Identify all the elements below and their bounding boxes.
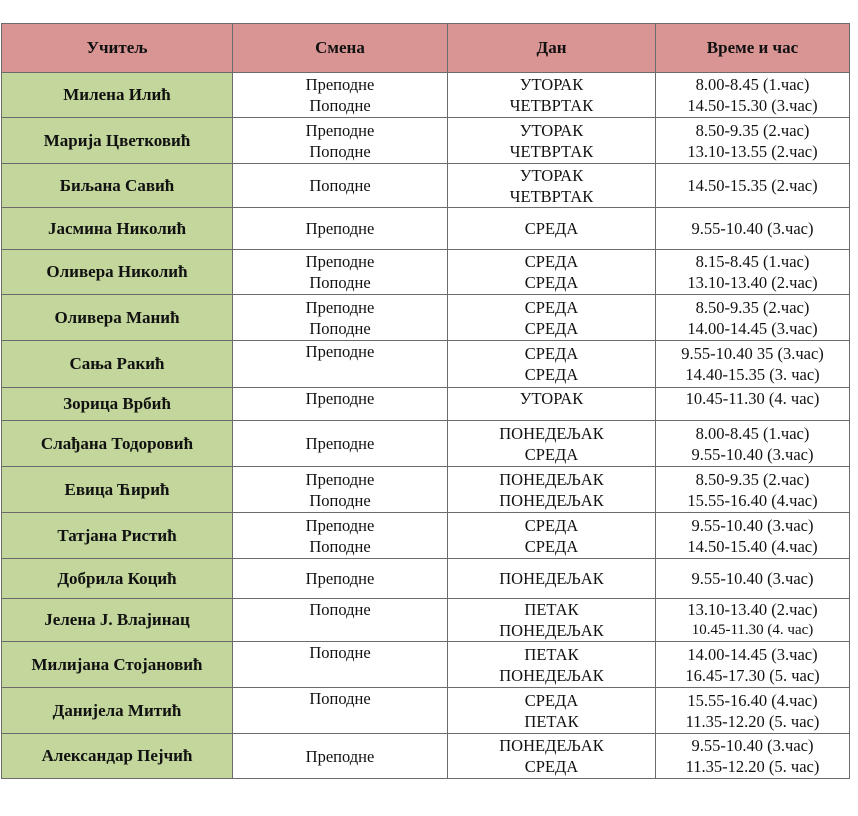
day-line: УТОРАК	[519, 389, 584, 408]
shift-cell	[233, 513, 448, 559]
time-line: 10.45-11.30 (4. час)	[691, 622, 814, 638]
day-line: УТОРАК	[519, 165, 584, 185]
shift-line: Поподне	[309, 141, 371, 161]
shift-line: Поподне	[309, 689, 371, 708]
time-line: 8.00-8.45 (1.час)	[695, 75, 810, 94]
day-line: ПЕТАК	[524, 711, 579, 731]
time-line: 9.55-10.40 (3.час)	[691, 736, 814, 755]
time-line: 14.00-14.45 (3.час)	[687, 644, 818, 664]
table-row	[2, 734, 850, 779]
day-line: ПОНЕДЕЉАК	[499, 423, 604, 443]
table-row	[2, 118, 850, 164]
shift-cell	[233, 688, 448, 734]
header-time: Време и час	[656, 24, 850, 73]
day-line: УТОРАК	[519, 75, 584, 94]
shift-cell	[233, 341, 448, 388]
day-line: СРЕДА	[524, 252, 579, 271]
time-cell	[656, 467, 850, 513]
table-row	[2, 642, 850, 688]
shift-cell	[233, 642, 448, 688]
time-line: 10.45-11.30 (4. час)	[685, 389, 820, 408]
header-row	[2, 24, 850, 73]
shift-line: Преподне	[305, 515, 375, 535]
time-line: 13.10-13.40 (2.час)	[687, 273, 818, 292]
day-line: ПЕТАК	[524, 644, 579, 664]
day-line: СРЕДА	[524, 757, 579, 776]
teacher-name-cell: Александар Пејчић	[2, 734, 233, 779]
table-row	[2, 513, 850, 559]
shift-line: Преподне	[305, 297, 375, 317]
shift-line: Преподне	[305, 389, 375, 408]
table-row	[2, 467, 850, 513]
day-line: ПОНЕДЕЉАК	[499, 569, 604, 588]
day-line: ПОНЕДЕЉАК	[499, 665, 604, 685]
teacher-name-cell: Оливера Николић	[2, 250, 233, 295]
day-cell	[448, 295, 656, 341]
shift-cell	[233, 118, 448, 164]
shift-cell	[233, 599, 448, 642]
time-cell	[656, 642, 850, 688]
shift-line: Поподне	[309, 490, 371, 510]
table-row	[2, 208, 850, 250]
day-line: ЧЕТВРТАК	[509, 96, 594, 115]
shift-line: Поподне	[309, 536, 371, 556]
shift-line: Преподне	[305, 252, 375, 271]
shift-cell	[233, 388, 448, 421]
day-line: ПОНЕДЕЉАК	[499, 621, 604, 640]
shift-cell	[233, 467, 448, 513]
day-cell	[448, 208, 656, 250]
shift-line: Преподне	[305, 342, 375, 361]
shift-line: Поподне	[309, 176, 371, 195]
time-cell	[656, 208, 850, 250]
time-line: 14.50-15.35 (2.час)	[687, 176, 818, 195]
time-line: 8.50-9.35 (2.час)	[695, 469, 810, 489]
shift-line: Поподне	[309, 600, 371, 619]
day-line: СРЕДА	[524, 273, 579, 292]
shift-line: Преподне	[305, 746, 375, 766]
time-line: 16.45-17.30 (5. час)	[685, 665, 820, 685]
time-line: 13.10-13.55 (2.час)	[687, 141, 818, 161]
day-line: СРЕДА	[524, 444, 579, 464]
header-day: Дан	[448, 24, 656, 73]
day-line: СРЕДА	[524, 365, 579, 384]
shift-line: Преподне	[305, 569, 375, 588]
shift-cell	[233, 208, 448, 250]
teacher-name-cell: Марија Цветковић	[2, 118, 233, 164]
header-teacher: Учитељ	[2, 24, 233, 73]
teacher-name-cell: Зорица Врбић	[2, 388, 233, 421]
day-cell	[448, 513, 656, 559]
shift-cell	[233, 295, 448, 341]
table-row	[2, 421, 850, 467]
day-line: ПЕТАК	[524, 600, 579, 619]
time-cell	[656, 250, 850, 295]
shift-cell	[233, 164, 448, 208]
time-cell	[656, 599, 850, 642]
time-line: 8.50-9.35 (2.час)	[695, 120, 810, 140]
teacher-name-cell: Биљана Савић	[2, 164, 233, 208]
shift-line: Поподне	[309, 643, 371, 662]
day-line: СРЕДА	[524, 690, 579, 710]
teacher-name-cell: Добрила Коцић	[2, 559, 233, 599]
day-line: ЧЕТВРТАК	[509, 186, 594, 206]
time-cell	[656, 688, 850, 734]
day-line: СРЕДА	[524, 536, 579, 556]
day-line: ПОНЕДЕЉАК	[499, 736, 604, 755]
day-cell	[448, 388, 656, 421]
time-line: 15.55-16.40 (4.час)	[687, 490, 818, 510]
table-row	[2, 250, 850, 295]
header-shift: Смена	[233, 24, 448, 73]
shift-cell	[233, 250, 448, 295]
table-row	[2, 599, 850, 642]
day-cell	[448, 250, 656, 295]
time-cell	[656, 164, 850, 208]
shift-cell	[233, 559, 448, 599]
schedule-body	[2, 73, 850, 779]
shift-line: Преподне	[305, 434, 375, 453]
teacher-name-cell: Евица Ћирић	[2, 467, 233, 513]
time-cell	[656, 295, 850, 341]
time-line: 8.15-8.45 (1.час)	[695, 252, 810, 271]
shift-line: Поподне	[309, 273, 371, 292]
day-line: СРЕДА	[524, 297, 579, 317]
day-cell	[448, 118, 656, 164]
day-cell	[448, 73, 656, 118]
teacher-name-cell: Јелена Ј. Влајинац	[2, 599, 233, 642]
time-line: 8.00-8.45 (1.час)	[695, 423, 810, 443]
time-cell	[656, 513, 850, 559]
table-row	[2, 341, 850, 388]
table-row	[2, 295, 850, 341]
teacher-name-cell: Оливера Манић	[2, 295, 233, 341]
day-cell	[448, 341, 656, 388]
time-line: 9.55-10.40 (3.час)	[691, 219, 814, 238]
table-row	[2, 388, 850, 421]
teacher-name-cell: Сања Ракић	[2, 341, 233, 388]
time-line: 11.35-12.20 (5. час)	[685, 711, 820, 731]
time-cell	[656, 559, 850, 599]
time-line: 9.55-10.40 (3.час)	[691, 515, 814, 535]
time-line: 13.10-13.40 (2.час)	[687, 600, 818, 619]
day-line: ЧЕТВРТАК	[509, 141, 594, 161]
day-line: СРЕДА	[524, 515, 579, 535]
teacher-name-cell: Татјана Ристић	[2, 513, 233, 559]
day-cell	[448, 559, 656, 599]
day-line: ПОНЕДЕЉАК	[499, 490, 604, 510]
time-line: 11.35-12.20 (5. час)	[685, 757, 820, 776]
time-line: 9.55-10.40 (3.час)	[691, 569, 814, 588]
day-line: УТОРАК	[519, 120, 584, 140]
shift-line: Преподне	[305, 219, 375, 238]
shift-line: Поподне	[309, 318, 371, 338]
day-line: СРЕДА	[524, 344, 579, 363]
time-line: 9.55-10.40 35 (3.час)	[681, 344, 824, 363]
day-cell	[448, 642, 656, 688]
table-row	[2, 73, 850, 118]
teacher-name-cell: Слађана Тодоровић	[2, 421, 233, 467]
table-row	[2, 688, 850, 734]
time-line: 14.50-15.30 (3.час)	[687, 96, 818, 115]
shift-cell	[233, 421, 448, 467]
schedule-table	[1, 23, 850, 779]
teacher-name-cell: Милена Илић	[2, 73, 233, 118]
shift-cell	[233, 734, 448, 779]
time-line: 8.50-9.35 (2.час)	[695, 297, 810, 317]
time-line: 14.00-14.45 (3.час)	[687, 318, 818, 338]
day-cell	[448, 688, 656, 734]
day-cell	[448, 734, 656, 779]
day-line: СРЕДА	[524, 318, 579, 338]
day-line: ПОНЕДЕЉАК	[499, 469, 604, 489]
table-row	[2, 559, 850, 599]
time-line: 15.55-16.40 (4.час)	[687, 690, 818, 710]
teacher-name-cell: Милијана Стојановић	[2, 642, 233, 688]
time-cell	[656, 421, 850, 467]
shift-cell	[233, 73, 448, 118]
time-cell	[656, 388, 850, 421]
time-cell	[656, 118, 850, 164]
day-cell	[448, 467, 656, 513]
table-row	[2, 164, 850, 208]
day-cell	[448, 421, 656, 467]
time-line: 14.40-15.35 (3. час)	[685, 365, 820, 384]
shift-line: Преподне	[305, 75, 375, 94]
shift-line: Преподне	[305, 120, 375, 140]
time-line: 14.50-15.40 (4.час)	[687, 536, 818, 556]
shift-line: Преподне	[305, 469, 375, 489]
day-line: СРЕДА	[524, 219, 579, 238]
time-cell	[656, 734, 850, 779]
day-cell	[448, 164, 656, 208]
time-line: 9.55-10.40 (3.час)	[691, 444, 814, 464]
shift-line: Поподне	[309, 96, 371, 115]
day-cell	[448, 599, 656, 642]
time-cell	[656, 341, 850, 388]
teacher-name-cell: Данијела Митић	[2, 688, 233, 734]
teacher-name-cell: Јасмина Николић	[2, 208, 233, 250]
time-cell	[656, 73, 850, 118]
